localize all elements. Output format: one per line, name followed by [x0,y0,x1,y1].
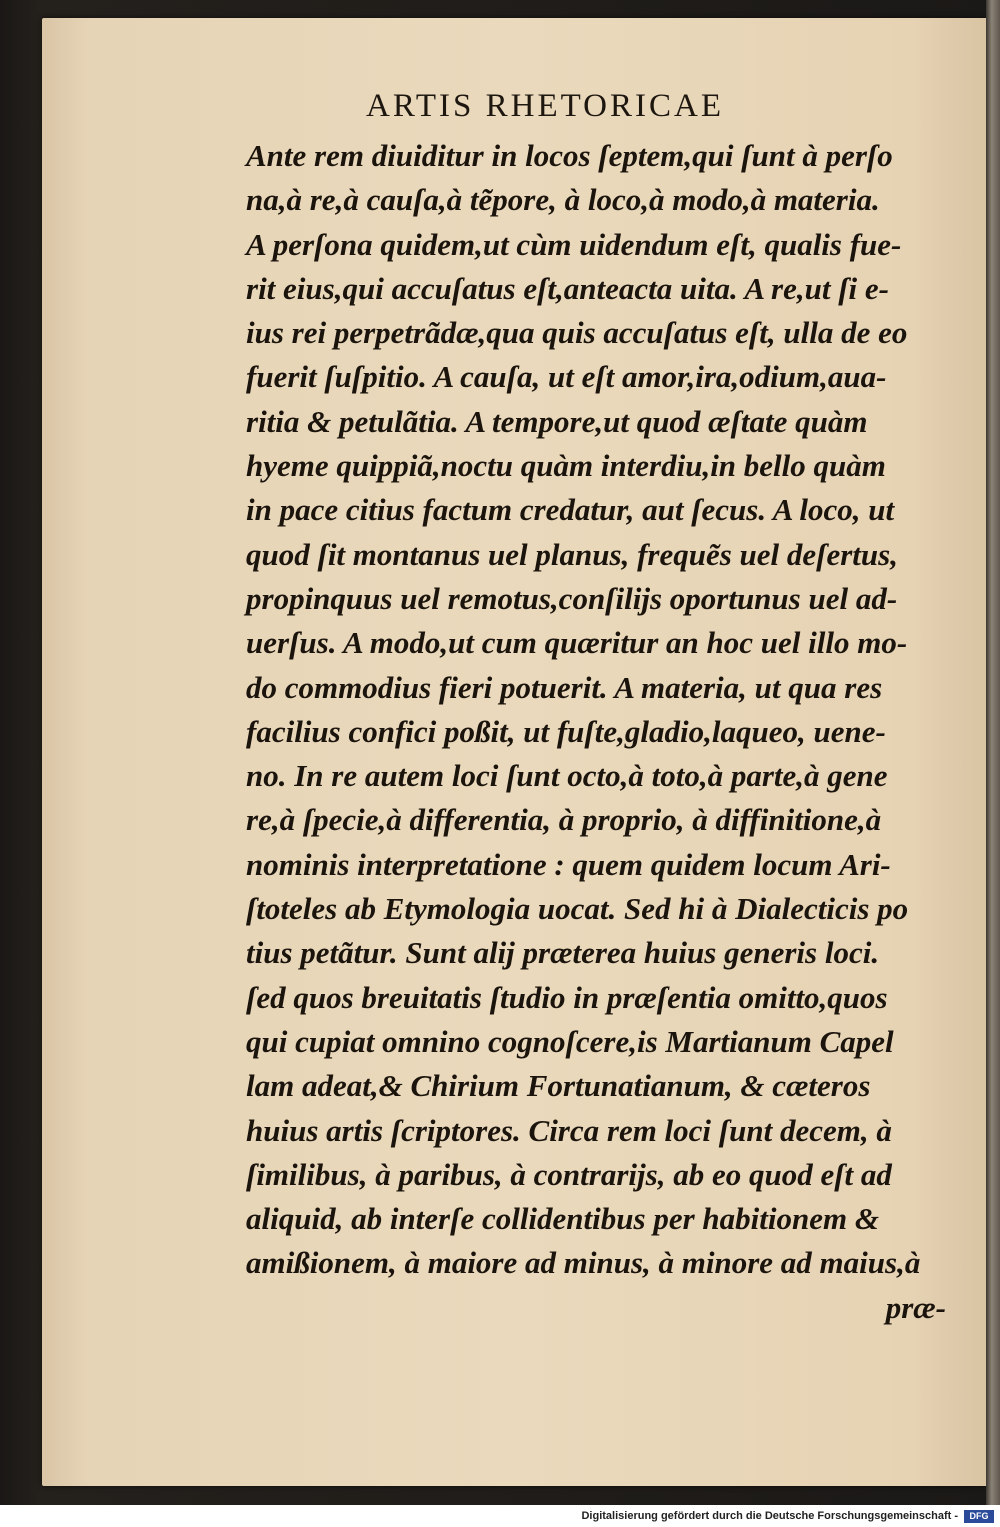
book-edge [986,0,1000,1505]
text-line: do commodius fieri potuerit. A materia, ut qua res [246,669,883,705]
text-line: in pace citius factum credatur, aut ſecus. A loco, ut [246,492,895,528]
text-line: uerſus. A modo,ut cum quæritur an hoc uel illo mo- [246,625,908,661]
text-line: na,à re,à cauſa,à tẽpore, à loco,à modo,à materia. [246,182,880,218]
text-line: quod ſit montanus uel planus, frequẽs uel deſertus, [246,536,898,572]
text-line: tius petãtur. Sunt alij præterea huius generis loci. [246,935,880,971]
text-line: ius rei perpetrãdæ,qua quis accuſatus eſt, ulla de eo [246,315,908,351]
text-line: ſtoteles ab Etymologia uocat. Sed hi à Dialecticis po [246,891,909,927]
footer-bar [0,1505,1000,1527]
text-line: ritia & petulãtia. A tempore,ut quod æſtate quàm [246,403,868,439]
text-line: huius artis ſcriptores. Circa rem loci ſunt decem, à [246,1112,892,1148]
text-line: Ante rem diuiditur in locos ſeptem,qui ſunt à perſo [246,138,893,173]
text-line: rit eius,qui accuſatus eſt,anteacta uita. A re,ut ſi e- [246,270,889,306]
text-line: fuerit ſuſpitio. A cauſa, ut eſt amor,ira,odium,aua- [246,359,887,395]
dfg-logo: DFG [964,1510,994,1523]
text-line: ſed quos breuitatis ſtudio in præſentia omitto,quos [246,979,888,1015]
text-line: ſimilibus, à paribus, à contrarijs, ab eo quod eſt ad [246,1156,892,1192]
text-line: nominis interpretatione : quem quidem locum Ari- [246,846,891,882]
text-line: hyeme quippiã,noctu quàm interdiu,in bello quàm [246,448,886,484]
text-line: aliquid, ab interſe collidentibus per habitionem & [246,1201,879,1237]
text-line: amißionem, à maiore ad minus, à minore ad maius,à [246,1245,921,1281]
text-line: propinquus uel remotus,conſilijs oportunus uel ad- [246,580,898,616]
text-line: lam adeat,& Chirium Fortunatianum, & cæteros [246,1068,871,1104]
body-text [246,134,958,1330]
text-line: re,à ſpecie,à differentia, à proprio, à diffinitione,à [246,802,882,838]
text-line: no. In re autem loci ſunt octo,à toto,à parte,à gene [246,758,888,794]
funding-credit: Digitalisierung gefördert durch die Deutsche Forschungsgemeinschaft - [581,1510,958,1522]
catchword: præ- [885,1289,946,1325]
text-line: facilius confici poßit, ut fuſte,gladio,laqueo, uene- [246,713,886,749]
text-line: qui cupiat omnino cognoſcere,is Martianum Capel [246,1023,894,1059]
text-line: A perſona quidem,ut cùm uidendum eſt, qualis fue- [246,226,902,262]
running-head: ARTIS RHETORICAE [366,88,725,124]
